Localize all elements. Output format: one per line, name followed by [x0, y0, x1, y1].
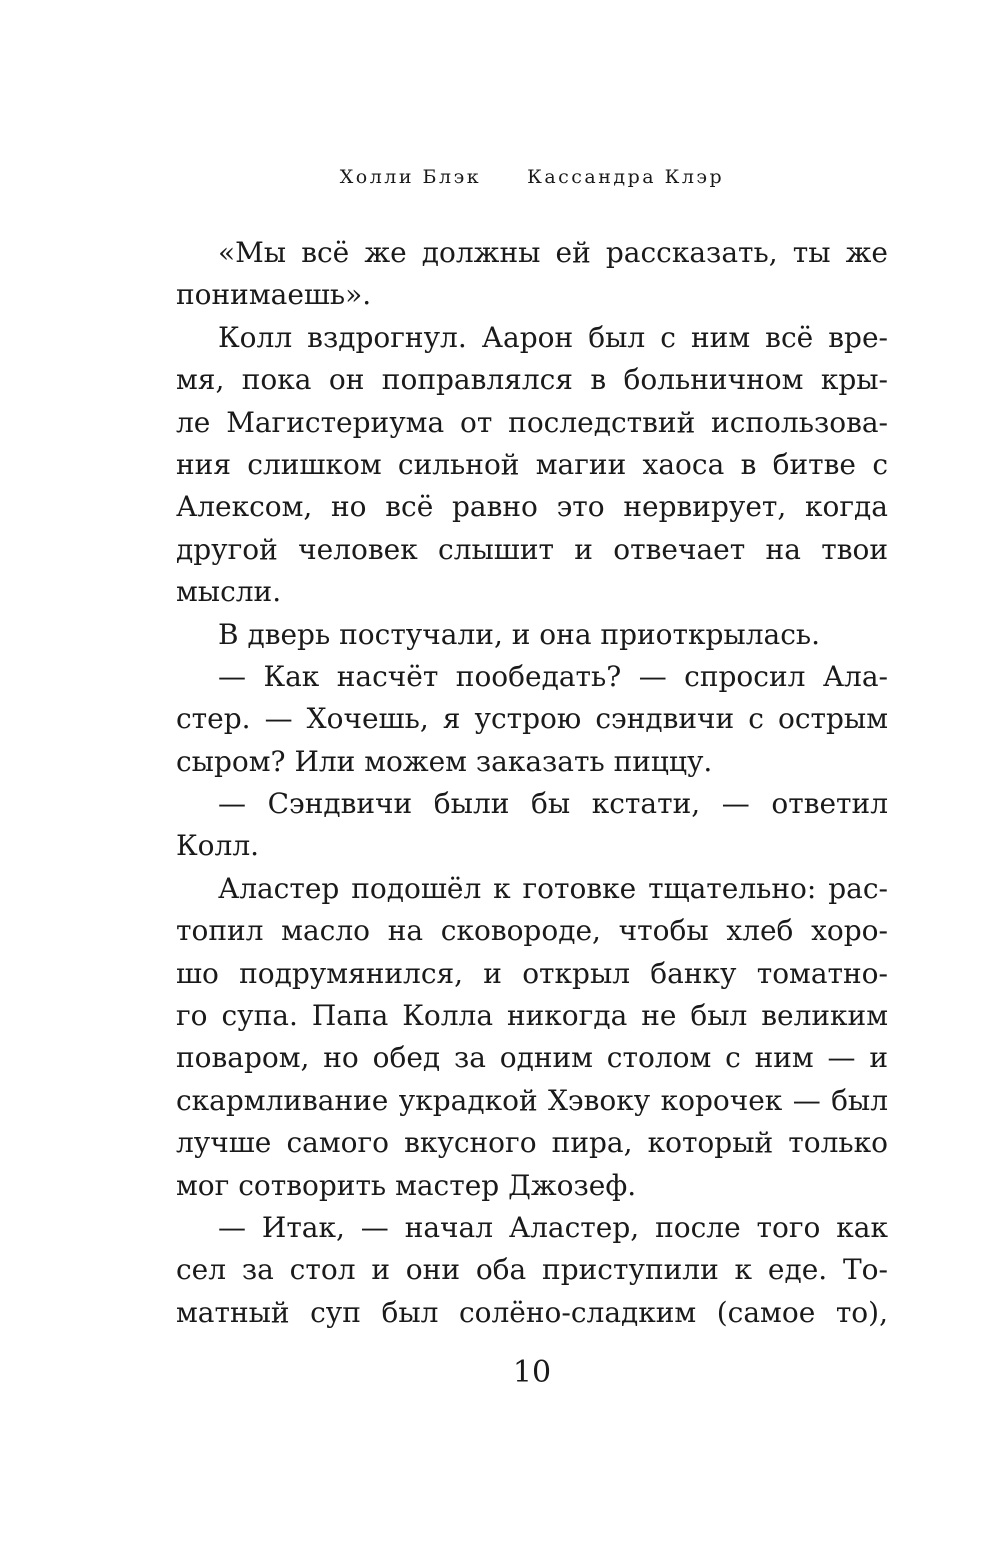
text-line: мысли. — [176, 575, 282, 609]
text-line: — Итак, — начал Аластер, после того как — [218, 1210, 888, 1244]
text-line: Алексом, но всё равно это нервирует, когда — [176, 490, 888, 524]
text-line: другой человек слышит и отвечает на твои — [176, 532, 888, 566]
text-line: лучше самого вкусного пира, который только — [176, 1126, 888, 1160]
text-line: матный суп был солёно-сладким (самое то), — [176, 1295, 888, 1329]
text-line: го супа. Папа Колла никогда не был великим — [176, 999, 888, 1033]
text-line: — Как насчёт пообедать? — спросил Ала- — [218, 659, 888, 693]
running-head-coauthor: Кассандра Клэр — [527, 166, 725, 188]
text-line: сыром? Или можем заказать пиццу. — [176, 744, 713, 778]
text-line: стер. — Хочешь, я устрою сэндвичи с острым — [176, 702, 888, 736]
page-number: 10 — [512, 1355, 552, 1390]
text-line: мя, пока он поправлялся в больничном кры- — [176, 363, 888, 397]
text-line: сел за стол и они оба приступили к еде. То- — [176, 1253, 888, 1287]
text-line: Колл. — [176, 829, 260, 863]
text-line: топил масло на сковороде, чтобы хлеб хоро- — [176, 914, 888, 948]
text-line: ле Магистериума от последствий использова- — [176, 405, 888, 439]
text-line: поваром, но обед за одним столом с ним — и — [176, 1041, 888, 1075]
text-line: Аластер подошёл к готовке тщательно: рас- — [218, 871, 888, 905]
running-head — [0, 166, 1000, 188]
text-line: мог сотворить мастер Джозеф. — [176, 1168, 637, 1202]
body-text — [176, 232, 888, 1334]
text-line: ния слишком сильной магии хаоса в битве с — [176, 447, 888, 481]
text-line: В дверь постучали, и она приоткрылась. — [218, 617, 821, 651]
text-line: Колл вздрогнул. Аарон был с ним всё вре- — [218, 320, 888, 354]
text-line: — Сэндвичи были бы кстати, — ответил — [218, 787, 888, 821]
text-line: скармливание украдкой Хэвоку корочек — был — [176, 1083, 888, 1117]
text-line: понимаешь». — [176, 278, 372, 312]
running-head-author: Холли Блэк — [339, 166, 482, 188]
text-line: шо подрумянился, и открыл банку томатно- — [176, 956, 888, 990]
text-line: «Мы всё же должны ей рассказать, ты же — [218, 236, 888, 269]
